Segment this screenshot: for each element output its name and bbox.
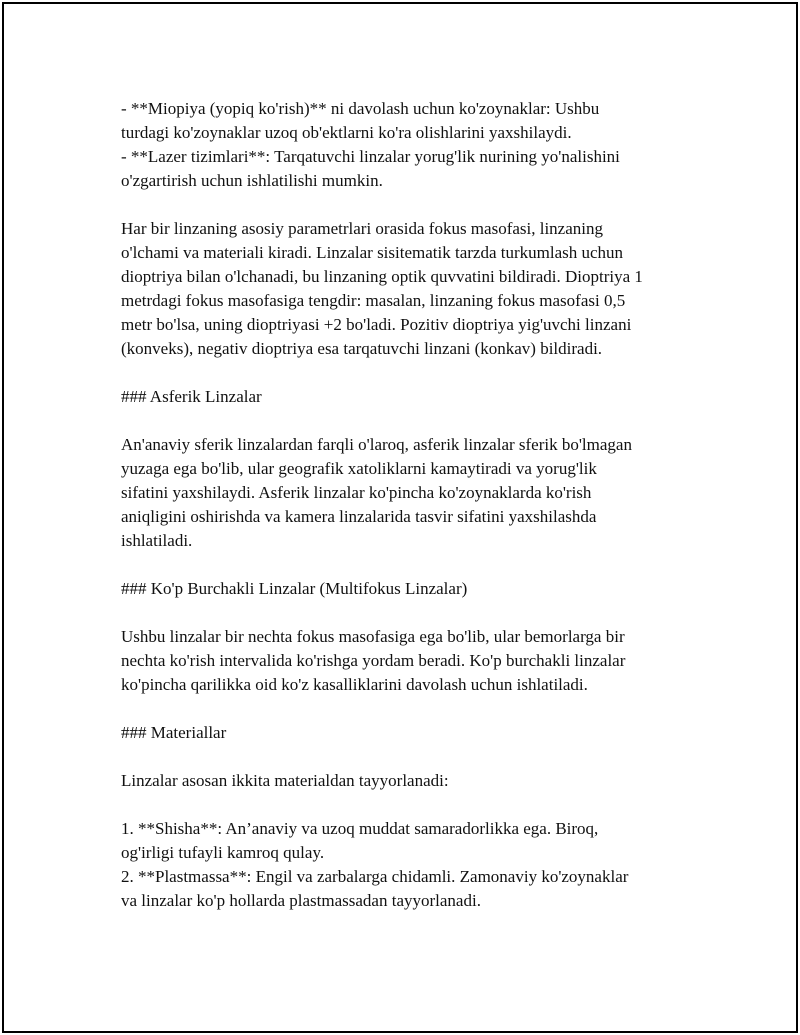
section-heading: [121, 385, 721, 409]
text-line: nechta ko'rish intervalida ko'rishga yordam beradi. Ko'p burchakli linzalar: [121, 651, 626, 670]
text-line: Har bir linzaning asosiy parametrlari orasida fokus masofasi, linzaning: [121, 219, 603, 238]
text-line: An'anaviy sferik linzalardan farqli o'laroq, asferik linzalar sferik bo'lmagan: [121, 435, 632, 454]
paragraph-gap: [121, 193, 721, 217]
paragraph: [121, 769, 721, 793]
text-line: - **Lazer tizimlari**: Tarqatuvchi linzalar yorug'lik nurining yo'nalishini: [121, 147, 620, 166]
text-line: o'zgartirish uchun ishlatilishi mumkin.: [121, 171, 383, 190]
paragraph: [121, 217, 721, 361]
text-line: yuzaga ega bo'lib, ular geografik xatoliklarni kamaytiradi va yorug'lik: [121, 459, 597, 478]
section-heading: [121, 577, 721, 601]
text-line: - **Miopiya (yopiq ko'rish)** ni davolash uchun ko'zoynaklar: Ushbu: [121, 99, 600, 118]
paragraph-gap: [121, 601, 721, 625]
text-line: turdagi ko'zoynaklar uzoq ob'ektlarni ko'ra olishlarini yaxshilaydi.: [121, 123, 572, 142]
paragraph-gap: [121, 697, 721, 721]
paragraph: [121, 625, 721, 697]
text-line: ishlatiladi.: [121, 531, 193, 550]
paragraph-gap: [121, 745, 721, 769]
section-heading: [121, 721, 721, 745]
text-line: dioptriya bilan o'lchanadi, bu linzaning optik quvvatini bildiradi. Dioptriya 1: [121, 267, 643, 286]
list-item-line: 1. **Shisha**: An’anaviy va uzoq muddat samaradorlikka ega. Biroq,: [121, 819, 599, 838]
numbered-list: [121, 817, 721, 913]
text-line: Linzalar asosan ikkita materialdan tayyorlanadi:: [121, 771, 449, 790]
paragraph-gap: [121, 793, 721, 817]
paragraph: [121, 97, 721, 193]
list-item-line: va linzalar ko'p hollarda plastmassadan tayyorlanadi.: [121, 891, 481, 910]
text-line: ko'pincha qarilikka oid ko'z kasalliklarini davolash uchun ishlatiladi.: [121, 675, 588, 694]
heading-line: ### Asferik Linzalar: [121, 387, 262, 406]
text-line: metrdagi fokus masofasiga tengdir: masalan, linzaning fokus masofasi 0,5: [121, 291, 626, 310]
text-line: sifatini yaxshilaydi. Asferik linzalar ko'pincha ko'zoynaklarda ko'rish: [121, 483, 592, 502]
text-line: Ushbu linzalar bir nechta fokus masofasiga ega bo'lib, ular bemorlarga bir: [121, 627, 625, 646]
page-frame: [2, 2, 798, 1033]
paragraph-gap: [121, 553, 721, 577]
heading-line: ### Ko'p Burchakli Linzalar (Multifokus Linzalar): [121, 579, 468, 598]
paragraph: [121, 433, 721, 553]
text-line: (konveks), negativ dioptriya esa tarqatuvchi linzani (konkav) bildiradi.: [121, 339, 603, 358]
paragraph-gap: [121, 361, 721, 385]
text-line: o'lchami va materiali kiradi. Linzalar sisitematik tarzda turkumlash uchun: [121, 243, 624, 262]
text-line: metr bo'lsa, uning dioptriyasi +2 bo'ladi. Pozitiv dioptriya yig'uvchi linzani: [121, 315, 632, 334]
paragraph-gap: [121, 409, 721, 433]
list-item-line: 2. **Plastmassa**: Engil va zarbalarga chidamli. Zamonaviy ko'zoynaklar: [121, 867, 629, 886]
document-body: [121, 97, 721, 913]
list-item-line: og'irligi tufayli kamroq qulay.: [121, 843, 325, 862]
heading-line: ### Materiallar: [121, 723, 227, 742]
text-line: aniqligini oshirishda va kamera linzalarida tasvir sifatini yaxshilashda: [121, 507, 597, 526]
